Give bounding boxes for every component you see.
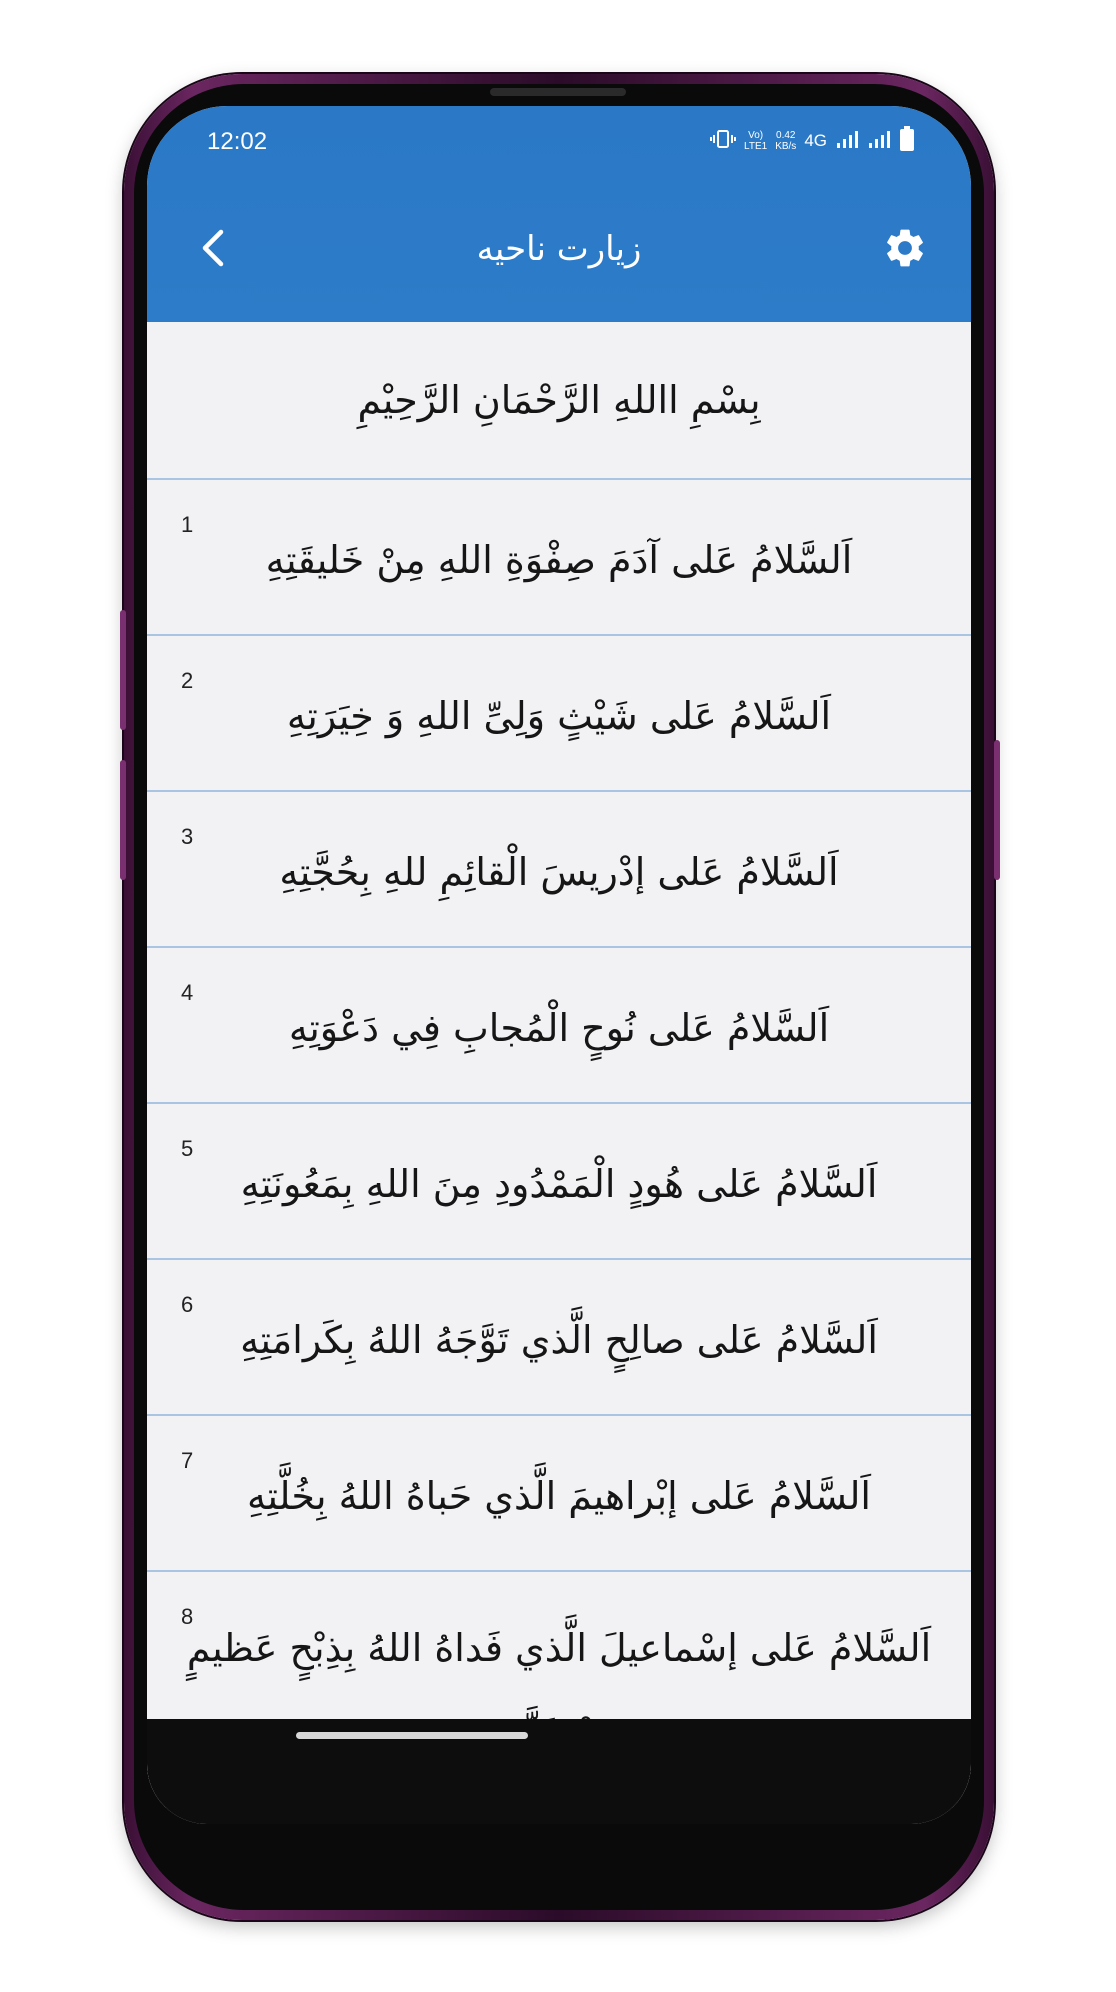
data-speed-unit: KB/s xyxy=(775,141,797,152)
status-time: 12:02 xyxy=(207,128,268,155)
item-text: اَلسَّلامُ عَلی شَیْثٍ وَلِیِّ اللهِ وَ خِیَرَتِهِ xyxy=(286,694,832,738)
ziyarat-list xyxy=(147,322,971,1808)
navigation-bar xyxy=(147,1719,971,1824)
item-number: 6 xyxy=(181,1292,194,1317)
item-number: 4 xyxy=(181,980,194,1005)
item-number: 3 xyxy=(181,824,194,849)
item-number: 7 xyxy=(181,1448,194,1473)
item-number: 1 xyxy=(181,512,194,537)
status-icons xyxy=(710,124,915,158)
app-bar xyxy=(147,106,971,322)
list-item[interactable] xyxy=(147,480,971,636)
gear-icon xyxy=(882,225,928,271)
side-button xyxy=(994,740,1000,880)
network-type: 4G xyxy=(804,131,827,150)
signal-icon xyxy=(867,129,891,154)
side-button xyxy=(120,760,126,880)
volte-bottom: LTE1 xyxy=(744,141,768,152)
list-item[interactable] xyxy=(147,1416,971,1572)
list-item[interactable] xyxy=(147,948,971,1104)
item-text: اَلسَّلامُ عَلی إبْراهیمَ الَّذي حَباهُ اللهُ بِخُلَّتِهِ xyxy=(247,1474,871,1518)
list-item[interactable] xyxy=(147,636,971,792)
data-speed-value: 0.42 xyxy=(776,130,796,141)
list-item[interactable] xyxy=(147,1104,971,1260)
signal-icon xyxy=(835,129,859,154)
list-item[interactable] xyxy=(147,792,971,948)
item-text: اَلسَّلامُ عَلی نُوحٍ الْمُجابِ فِي دَعْوَتِهِ xyxy=(288,1006,830,1050)
home-indicator[interactable] xyxy=(296,1732,528,1739)
list-item[interactable] xyxy=(147,1260,971,1416)
item-text: اَلسَّلامُ عَلی إسْماعیلَ الَّذي فَداهُ اللهُ بِذِبْحٍ عَظیمٍ xyxy=(186,1626,932,1670)
volte-top: Vo) xyxy=(748,130,764,141)
vibrate-icon xyxy=(710,129,736,154)
chevron-left-icon xyxy=(199,228,227,268)
settings-button[interactable] xyxy=(879,222,931,274)
back-button[interactable] xyxy=(189,224,237,272)
side-button xyxy=(120,610,126,730)
item-text: اَلسَّلامُ عَلی آدَمَ صِفْوَةِ اللهِ مِنْ خَلیقَتِهِ xyxy=(265,538,853,582)
item-text: اَلسَّلامُ عَلی هُودٍ الْمَمْدُودِ مِنَ اللهِ بِمَعُونَتِهِ xyxy=(240,1162,878,1206)
item-number: 2 xyxy=(181,668,194,693)
list-header-row xyxy=(147,322,971,480)
item-number: 5 xyxy=(181,1136,194,1161)
item-number: 8 xyxy=(181,1604,194,1629)
item-text: اَلسَّلامُ عَلی صالِحٍ الَّذي تَوَّجَهُ اللهُ بِكَرامَتِهِ xyxy=(240,1318,878,1362)
earpiece-speaker xyxy=(490,88,626,96)
phone-screen xyxy=(147,106,971,1824)
item-text: اَلسَّلامُ عَلی إدْریسَ الْقائِمِ للهِ بِحُجَّتِهِ xyxy=(279,850,839,894)
data-speed xyxy=(775,130,796,152)
battery-icon xyxy=(899,126,915,157)
volte-indicator xyxy=(744,130,767,152)
page-title: زیارت ناحیه xyxy=(476,229,642,269)
bismillah-text: بِسْمِ االلهِ الرَّحْمَانِ الرَّحِیْمِ xyxy=(357,378,761,422)
